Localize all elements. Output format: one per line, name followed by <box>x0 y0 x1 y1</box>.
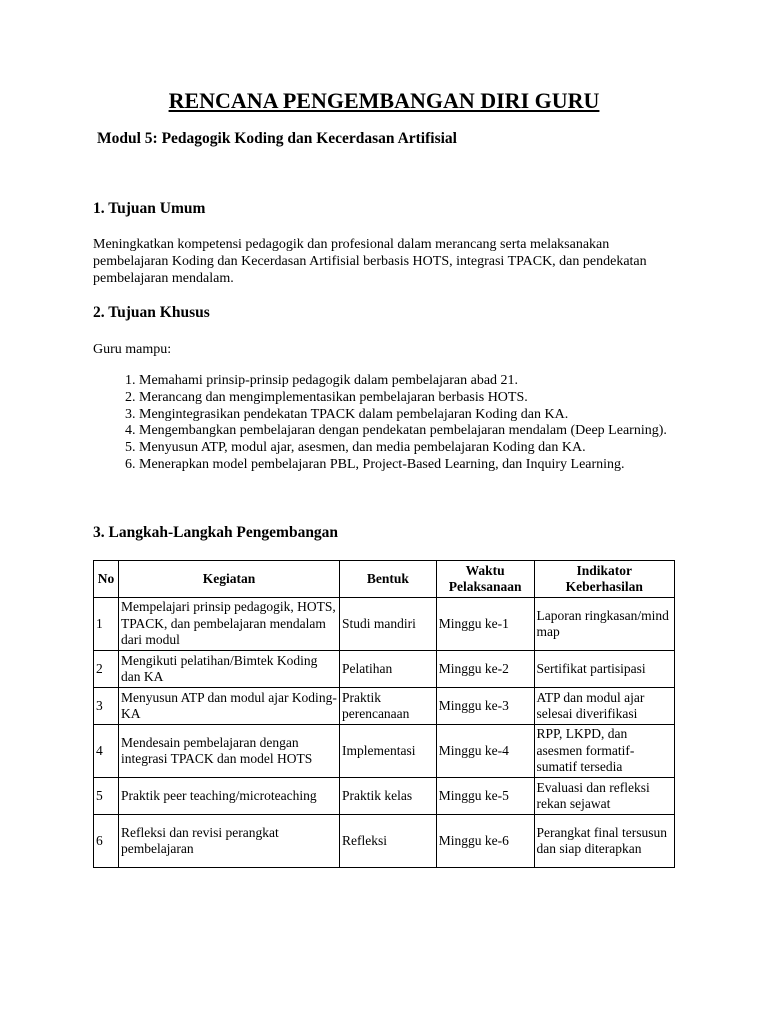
cell-indikator: Evaluasi dan refleksi rekan sejawat <box>534 778 674 815</box>
cell-kegiatan: Mengikuti pelatihan/Bimtek Koding dan KA <box>118 651 339 688</box>
list-item: 4. Mengembangkan pembelajaran dengan pendekatan pembelajaran mendalam (Deep Learning). <box>139 423 699 440</box>
document-title: RENCANA PENGEMBANGAN DIRI GURU <box>168 88 600 113</box>
tujuan-khusus-list <box>93 373 699 474</box>
cell-waktu: Minggu ke-4 <box>436 725 534 778</box>
cell-indikator: Perangkat final tersusun dan siap diterapkan <box>534 815 674 868</box>
cell-waktu: Minggu ke-6 <box>436 815 534 868</box>
table-header-row <box>94 561 675 598</box>
table-row <box>94 688 675 725</box>
cell-indikator: Laporan ringkasan/mind map <box>534 598 674 651</box>
list-item: 1. Memahami prinsip-prinsip pedagogik dalam pembelajaran abad 21. <box>139 373 699 390</box>
document-subtitle: Modul 5: Pedagogik Koding dan Kecerdasan Artifisial <box>97 130 457 147</box>
tujuan-umum-paragraph: Meningkatkan kompetensi pedagogik dan profesional dalam merancang serta melaksanakan pembelajaran Koding dan Kecerdasan Artifisial berbasis HOTS, integrasi TPACK, dan pendekatan pembelajaran mendalam. <box>93 237 647 286</box>
cell-no: 3 <box>94 688 119 725</box>
cell-waktu: Minggu ke-1 <box>436 598 534 651</box>
cell-no: 6 <box>94 815 119 868</box>
cell-waktu: Minggu ke-3 <box>436 688 534 725</box>
table-row <box>94 651 675 688</box>
development-steps-table <box>93 560 675 868</box>
tujuan-khusus-intro: Guru mampu: <box>93 342 172 357</box>
list-item: 5. Menyusun ATP, modul ajar, asesmen, dan media pembelajaran Koding dan KA. <box>139 440 699 457</box>
header-bentuk: Bentuk <box>339 561 436 598</box>
cell-waktu: Minggu ke-2 <box>436 651 534 688</box>
cell-kegiatan: Mempelajari prinsip pedagogik, HOTS, TPACK, dan pembelajaran mendalam dari modul <box>118 598 339 651</box>
cell-no: 1 <box>94 598 119 651</box>
cell-bentuk: Pelatihan <box>339 651 436 688</box>
header-no: No <box>94 561 119 598</box>
cell-no: 4 <box>94 725 119 778</box>
header-waktu: Waktu Pelaksanaan <box>436 561 534 598</box>
cell-kegiatan: Mendesain pembelajaran dengan integrasi TPACK dan model HOTS <box>118 725 339 778</box>
cell-no: 2 <box>94 651 119 688</box>
table-row <box>94 778 675 815</box>
cell-bentuk: Praktik perencanaan <box>339 688 436 725</box>
cell-kegiatan: Praktik peer teaching/microteaching <box>118 778 339 815</box>
table-row <box>94 815 675 868</box>
list-item: 2. Merancang dan mengimplementasikan pembelajaran berbasis HOTS. <box>139 390 699 407</box>
cell-bentuk: Praktik kelas <box>339 778 436 815</box>
cell-indikator: Sertifikat partisipasi <box>534 651 674 688</box>
cell-bentuk: Studi mandiri <box>339 598 436 651</box>
cell-kegiatan: Refleksi dan revisi perangkat pembelajaran <box>118 815 339 868</box>
cell-indikator: RPP, LKPD, dan asesmen formatif-sumatif tersedia <box>534 725 674 778</box>
list-item: 6. Menerapkan model pembelajaran PBL, Project-Based Learning, dan Inquiry Learning. <box>139 457 699 474</box>
header-kegiatan: Kegiatan <box>118 561 339 598</box>
cell-bentuk: Refleksi <box>339 815 436 868</box>
section-heading-tujuan-umum: 1. Tujuan Umum <box>93 200 206 217</box>
cell-kegiatan: Menyusun ATP dan modul ajar Koding-KA <box>118 688 339 725</box>
table-row <box>94 725 675 778</box>
cell-bentuk: Implementasi <box>339 725 436 778</box>
cell-waktu: Minggu ke-5 <box>436 778 534 815</box>
table-row <box>94 598 675 651</box>
cell-indikator: ATP dan modul ajar selesai diverifikasi <box>534 688 674 725</box>
cell-no: 5 <box>94 778 119 815</box>
header-indikator: Indikator Keberhasilan <box>534 561 674 598</box>
section-heading-tujuan-khusus: 2. Tujuan Khusus <box>93 304 210 321</box>
section-heading-langkah: 3. Langkah-Langkah Pengembangan <box>93 524 339 541</box>
list-item: 3. Mengintegrasikan pendekatan TPACK dalam pembelajaran Koding dan KA. <box>139 407 699 424</box>
